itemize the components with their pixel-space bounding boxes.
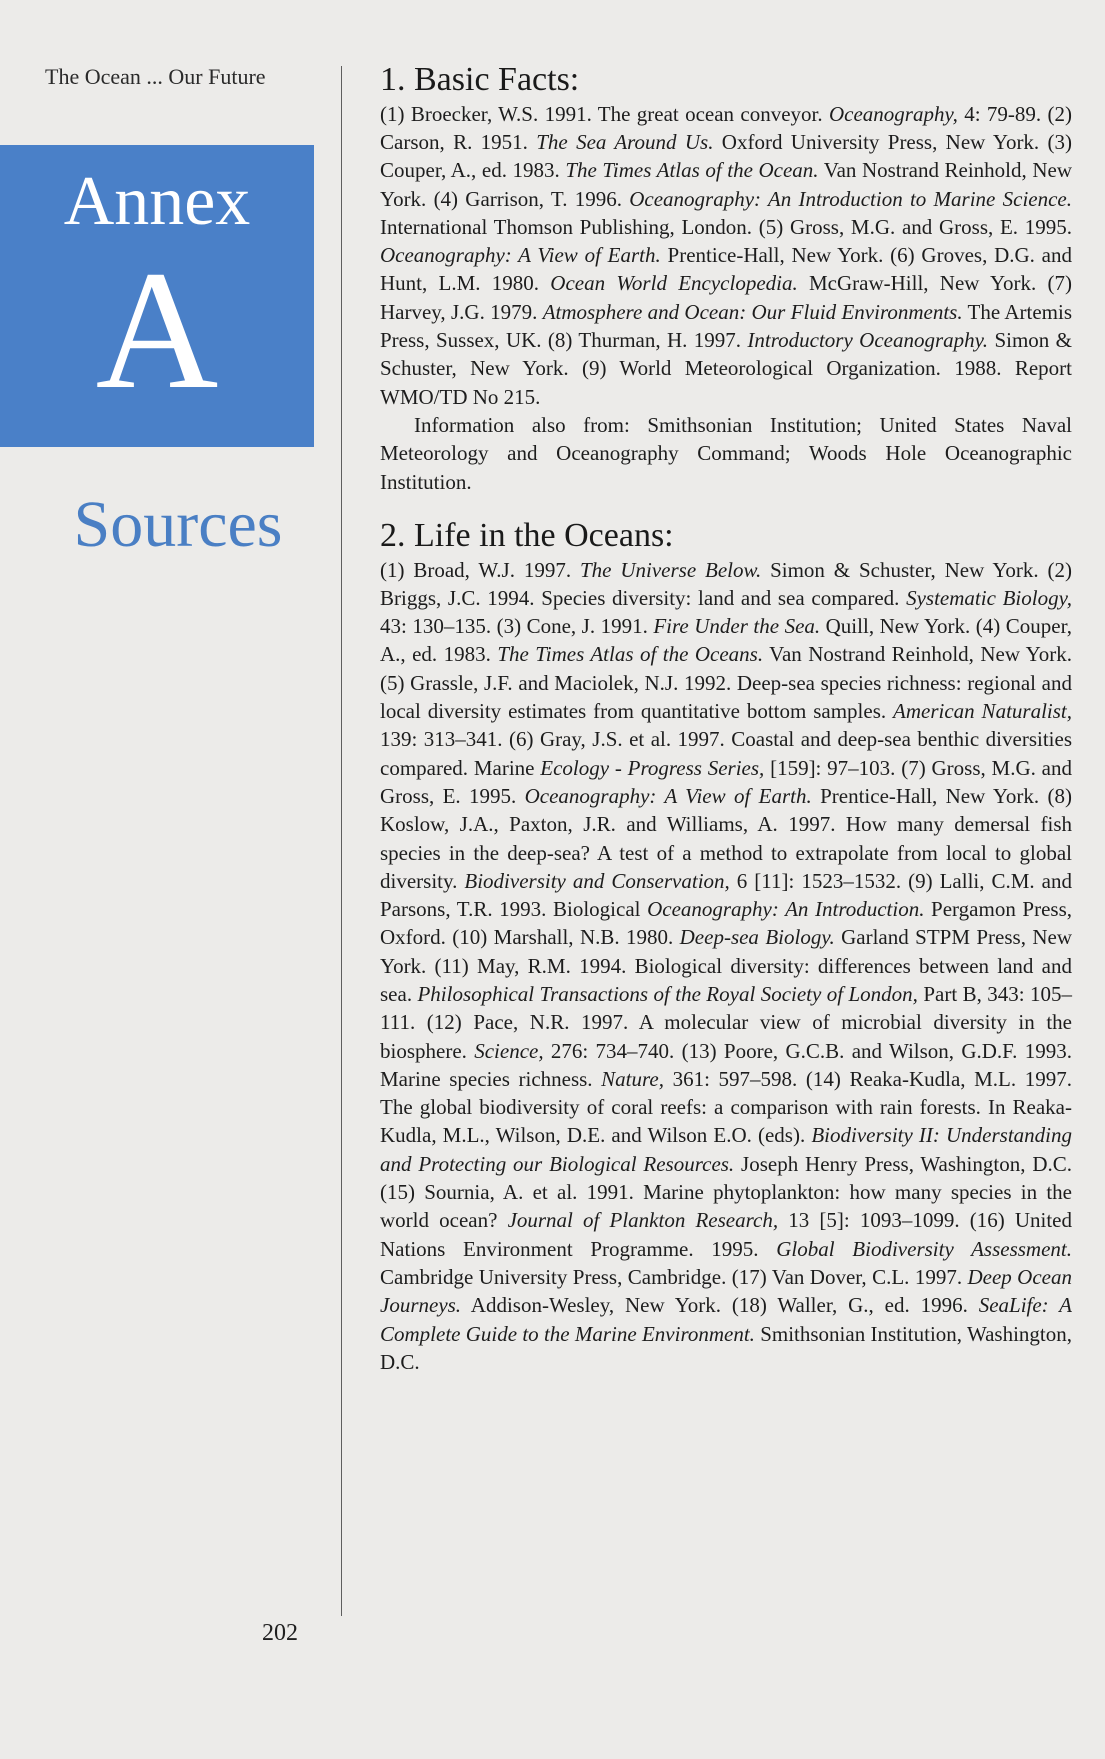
reference-text: Garland STPM Press, New York. (11) May, R.M. 1994. Biological diversity: differences between land and sea. [380, 925, 1073, 1006]
publication-title: Nature, [601, 1066, 664, 1091]
reference-text: 361: 597–598. (14) Reaka-Kudla, M.L. 1997. The global biodiversity of coral reefs: a comparison with rain forests. In Reaka-Kudla, M.L., Wilson, D.E. and Wilson E.O. (eds). [380, 1066, 1072, 1148]
reference-text: 4: 79-89. (2) Carson, R. 1951. [380, 101, 1072, 154]
publication-title: The Universe Below. [579, 557, 762, 582]
reference-text: Pergamon Press, Oxford. (10) Marshall, N.B. 1980. [380, 897, 1073, 950]
publication-title: Deep Ocean Journeys. [380, 1264, 1072, 1318]
reference-text: [159]: 97–103. (7) Gross, M.G. and Gross, E. 1995. [380, 755, 1072, 808]
publication-title: Atmosphere and Ocean: Our Fluid Environments. [542, 299, 963, 324]
reference-text: Cambridge University Press, Cambridge. (17) Van Dover, C.L. 1997. [380, 1264, 968, 1289]
publication-title: The Times Atlas of the Ocean. [565, 158, 819, 183]
reference-text: Van Nostrand Reinhold, New York. (4) Garrison, T. 1996. [380, 158, 1072, 211]
reference-text: Oxford University Press, New York. (3) Couper, A., ed. 1983. [380, 129, 1072, 183]
reference-text: Van Nostrand Reinhold, New York. (5) Grassle, J.F. and Maciolek, N.J. 1992. Deep-sea species richness: regional and local diversity estimates from quantitative bottom samples. [380, 642, 1072, 724]
publication-title: American Naturalist, [893, 699, 1072, 724]
reference-text: 43: 130–135. (3) Cone, J. 1991. [380, 614, 654, 639]
sources-title: Sources [73, 488, 283, 561]
reference-text: (1) Broecker, W.S. 1991. The great ocean conveyor. [380, 101, 829, 126]
publication-title: Oceanography: A View of Earth. [380, 243, 661, 268]
publication-title: Oceanography, [828, 101, 958, 126]
reference-text: 276: 734–740. (13) Poore, G.C.B. and Wilson, G.D.F. 1993. Marine species richness. [380, 1038, 1072, 1091]
section-life-in-oceans [380, 518, 1072, 1376]
annex-word: Annex [63, 163, 251, 240]
publication-title: Philosophical Transactions of the Royal Society of London, [417, 981, 918, 1006]
publication-title: Oceanography: An Introduction. [647, 897, 925, 922]
reference-text: Addison-Wesley, New York. (18) Waller, G., ed. 1996. [461, 1293, 979, 1318]
publication-title: Systematic Biology, [906, 585, 1072, 610]
publication-title: Introductory Oceanography. [747, 328, 989, 353]
publication-title: Deep-sea Biology. [679, 925, 835, 950]
reference-text: 6 [11]: 1523–1532. (9) Lalli, C.M. and Parsons, T.R. 1993. Biological [380, 868, 1072, 922]
references-column [380, 62, 1072, 1376]
publication-title: Journal of Plankton Research, [507, 1208, 779, 1233]
publication-title: Ecology - Progress Series, [540, 755, 765, 780]
reference-text: Simon & Schuster, New York. (2) Briggs, J.C. 1994. Species diversity: land and sea compared. [380, 557, 1072, 610]
reference-text: Joseph Henry Press, Washington, D.C. (15) Sournia, A. et al. 1991. Marine phytoplankton: how many species in the world ocean? [380, 1151, 1072, 1233]
section-basic-facts [380, 62, 1072, 496]
reference-text: Information also from: Smithsonian Institution; United States Naval Meteorology and Oceanography Command; Woods Hole Oceanographic Institution. [380, 412, 1072, 494]
reference-note-paragraph [380, 411, 1072, 496]
column-divider [341, 66, 342, 1616]
reference-text: International Thomson Publishing, London. (5) Gross, M.G. and Gross, E. 1995. [380, 214, 1072, 239]
reference-text: Simon & Schuster, New York. (9) World Meteorological Organization. 1988. Report WMO/TD No 215. [380, 328, 1073, 409]
reference-paragraph [380, 556, 1072, 1377]
publication-title: Ocean World Encyclopedia. [550, 271, 798, 296]
publication-title: Oceanography: A View of Earth. [524, 783, 812, 808]
publication-title: Biodiversity and Conservation, [464, 868, 730, 893]
reference-text: Prentice-Hall, New York. (8) Koslow, J.A., Paxton, J.R. and Williams, A. 1997. How many demersal fish species in the deep-sea? A test of a method to extrapolate from local to global diversity. [380, 783, 1072, 893]
reference-text: McGraw-Hill, New York. (7) Harvey, J.G. 1979. [380, 271, 1072, 324]
publication-title: The Sea Around Us. [536, 129, 714, 154]
reference-text: Part B, 343: 105–111. (12) Pace, N.R. 1997. A molecular view of microbial diversity in the biosphere. [380, 981, 1072, 1063]
annex-letter: A [95, 236, 219, 424]
reference-text: (1) Broad, W.J. 1997. [380, 557, 580, 582]
publication-title: Fire Under the Sea. [653, 614, 821, 639]
section-title: 1. Basic Facts: [380, 61, 580, 98]
reference-text: The Artemis Press, Sussex, UK. (8) Thurman, H. 1997. [380, 299, 1073, 353]
annex-box [0, 145, 314, 447]
reference-text: 139: 313–341. (6) Gray, J.S. et al. 1997. Coastal and deep-sea benthic diversities compared. Marine [380, 727, 1072, 780]
publication-title: The Times Atlas of the Oceans. [497, 642, 764, 667]
reference-text: Quill, New York. (4) Couper, A., ed. 1983. [380, 614, 1072, 667]
publication-title: SeaLife: A Complete Guide to the Marine Environment. [380, 1293, 1072, 1346]
publication-title: Biodiversity II: Understanding and Protecting our Biological Resources. [380, 1123, 1073, 1176]
publication-title: Global Biodiversity Assessment. [776, 1236, 1073, 1261]
publication-title: Science, [474, 1038, 544, 1063]
reference-paragraph [380, 100, 1072, 411]
section-title: 2. Life in the Oceans: [380, 516, 674, 554]
reference-text: 13 [5]: 1093–1099. (16) United Nations Environment Programme. 1995. [380, 1208, 1072, 1261]
running-header: The Ocean ... Our Future [45, 64, 266, 89]
reference-text: Prentice-Hall, New York. (6) Groves, D.G. and Hunt, L.M. 1980. [380, 243, 1073, 296]
reference-text: Smithsonian Institution, Washington, D.C. [380, 1321, 1073, 1374]
publication-title: Oceanography: An Introduction to Marine Science. [629, 186, 1072, 211]
page-number: 202 [262, 1620, 298, 1646]
